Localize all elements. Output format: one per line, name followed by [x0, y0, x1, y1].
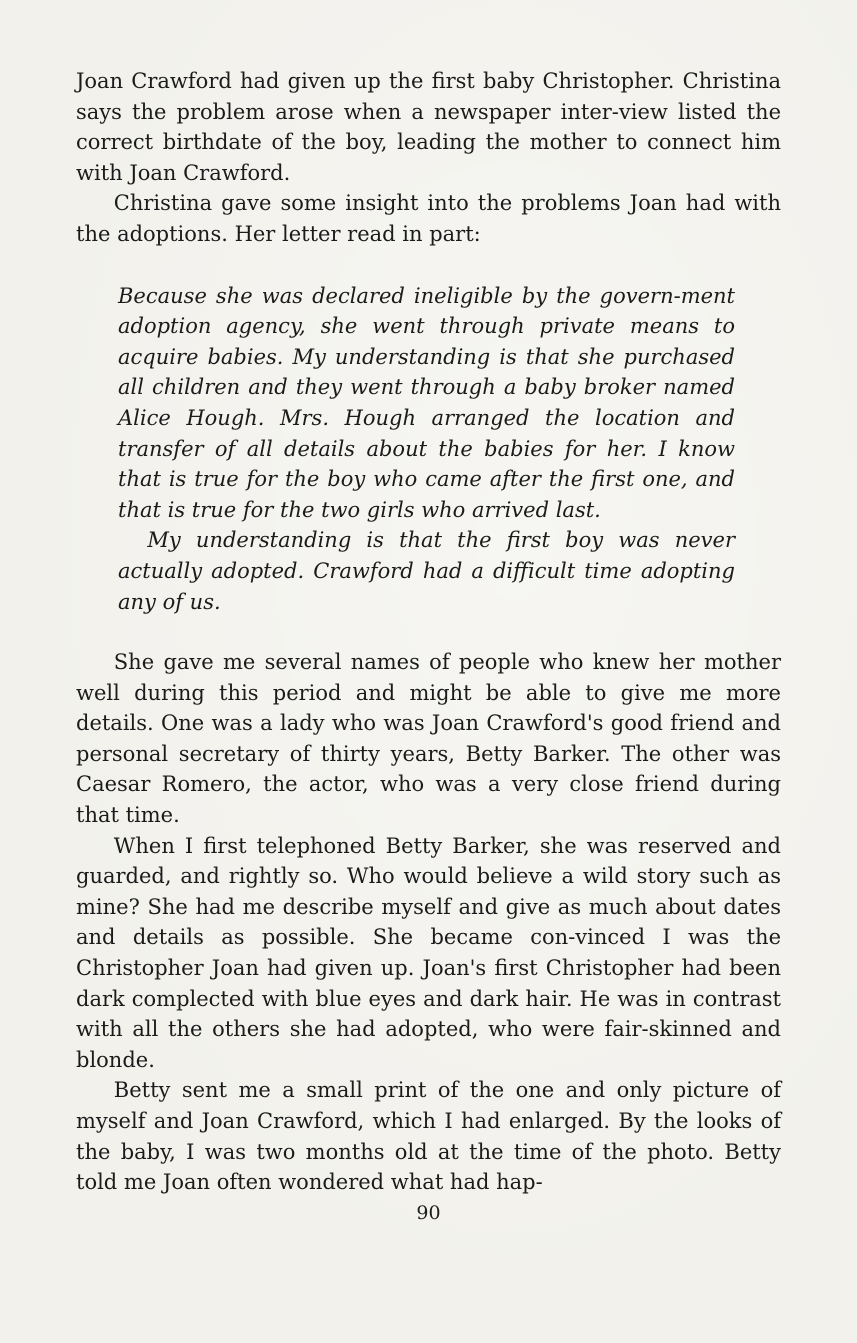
block-quote — [118, 281, 735, 618]
body-text — [76, 66, 781, 1198]
paragraph: Betty sent me a small print of the one and only picture of myself and Joan Crawford, which I had enlarged. By the looks of the baby, I was two months old at the time of the photo. Betty told me Joan often wondered what had hap- — [76, 1078, 781, 1195]
quote-paragraph: Because she was declared ineligible by the govern-ment adoption agency, she went through private means to acquire babies. My understanding is that she purchased all children and they went through a baby broker named Alice Hough. Mrs. Hough arranged the location and transfer of all details about the babies for her. I know that is true for the boy who came after the first one, and that is true for the two girls who arrived last. — [118, 283, 735, 522]
paragraph: When I first telephoned Betty Barker, she was reserved and guarded, and rightly so. Who would believe a wild story such as mine? She had me describe myself and give as much about dates and details as possible. She became con-vinced I was the Christopher Joan had given up. Joan's first Christopher had been dark complected with blue eyes and dark hair. He was in contrast with all the others she had adopted, who were fair-skinned and blonde. — [76, 833, 781, 1072]
paragraph: She gave me several names of people who knew her mother well during this period and might be able to give me more details. One was a lady who was Joan Crawford's good friend and personal secretary of thirty years, Betty Barker. The other was Caesar Romero, the actor, who was a very close friend during that time. — [76, 650, 781, 828]
paragraph: Christina gave some insight into the problems Joan had with the adoptions. Her letter read in part: — [76, 191, 781, 246]
quote-paragraph: My understanding is that the first boy was never actually adopted. Crawford had a difficult time adopting any of us. — [118, 528, 735, 614]
paragraph: Joan Crawford had given up the first baby Christopher. Christina says the problem arose when a newspaper inter-view listed the correct birthdate of the boy, leading the mother to connect him with Joan Crawford. — [76, 69, 781, 185]
page-number: 90 — [416, 1202, 441, 1224]
